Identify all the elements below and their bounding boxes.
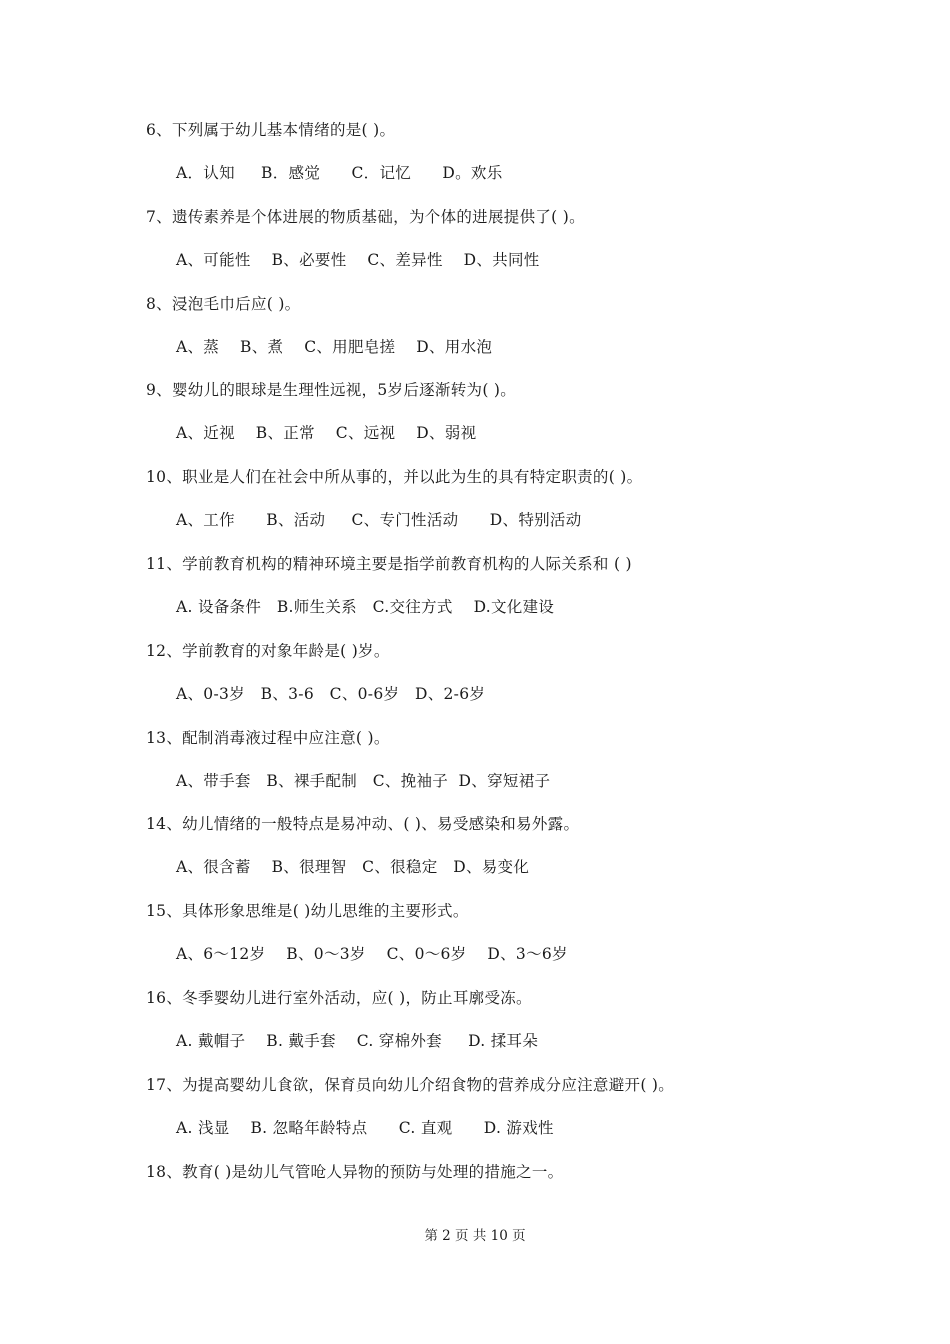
answer-options: A. 设备条件 B.师生关系 C.交往方式 D.文化建设: [176, 597, 555, 616]
question-text: 7、遗传素养是个体进展的物质基础，为个体的进展提供了( )。: [146, 207, 585, 226]
question-item: [146, 987, 846, 1074]
answer-options: A、很含蓄 B、很理智 C、很稳定 D、易变化: [176, 858, 530, 877]
question-item: [146, 293, 846, 380]
question-item: [146, 466, 846, 553]
answer-options: A、6～12岁 B、0～3岁 C、0～6岁 D、3～6岁: [176, 945, 568, 964]
answer-options: A、0-3岁 B、3-6 C、0-6岁 D、2-6岁: [176, 684, 486, 703]
question-item: [146, 727, 846, 814]
question-item: [146, 813, 846, 900]
question-text: 12、学前教育的对象年龄是( )岁。: [146, 641, 390, 660]
answer-options: A、蒸 B、煮 C、用肥皂搓 D、用水泡: [176, 337, 493, 356]
question-list: [146, 119, 846, 1247]
answer-options: A. 浅显 B. 忽略年龄特点 C. 直观 D. 游戏性: [176, 1118, 554, 1137]
answer-options: A、带手套 B、裸手配制 C、挽袖子 D、穿短裙子: [176, 771, 551, 790]
question-item: [146, 1074, 846, 1161]
question-text: 17、为提高婴幼儿食欲，保育员向幼儿介绍食物的营养成分应注意避开( )。: [146, 1075, 675, 1094]
question-item: [146, 553, 846, 640]
question-item: [146, 206, 846, 293]
question-item: [146, 640, 846, 727]
answer-options: A．认知 B．感觉 C．记忆 D。欢乐: [176, 164, 503, 182]
page-footer: [0, 1227, 950, 1245]
question-text: 16、冬季婴幼儿进行室外活动，应( )，防止耳廓受冻。: [146, 988, 532, 1007]
question-text: 10、职业是人们在社会中所从事的，并以此为生的具有特定职责的( )。: [146, 468, 643, 487]
question-text: 8、浸泡毛巾后应( )。: [146, 294, 301, 313]
question-text: 6、下列属于幼儿基本情绪的是( )。: [146, 121, 396, 139]
question-text: 14、幼儿情绪的一般特点是易冲动、( )、易受感染和易外露。: [146, 815, 580, 834]
question-item: [146, 900, 846, 987]
question-text: 13、配制消毒液过程中应注意( )。: [146, 728, 390, 747]
question-text: 18、教育( )是幼儿气管呛人异物的预防与处理的措施之一。: [146, 1162, 564, 1181]
question-item: [146, 119, 846, 206]
answer-options: A. 戴帽子 B. 戴手套 C. 穿棉外套 D. 揉耳朵: [176, 1031, 539, 1050]
question-item: [146, 379, 846, 466]
answer-options: A、工作 B、活动 C、专门性活动 D、特别活动: [176, 511, 582, 530]
answer-options: A、近视 B、正常 C、远视 D、弱视: [176, 424, 477, 443]
question-text: 15、具体形象思维是( )幼儿思维的主要形式。: [146, 902, 469, 921]
question-text: 9、婴幼儿的眼球是生理性远视，5岁后逐渐转为( )。: [146, 381, 517, 400]
question-text: 11、学前教育机构的精神环境主要是指学前教育机构的人际关系和 ( ): [146, 554, 632, 573]
page-number: 第 2 页 共 10 页: [424, 1228, 526, 1244]
answer-options: A、可能性 B、必要性 C、差异性 D、共同性: [176, 250, 540, 269]
